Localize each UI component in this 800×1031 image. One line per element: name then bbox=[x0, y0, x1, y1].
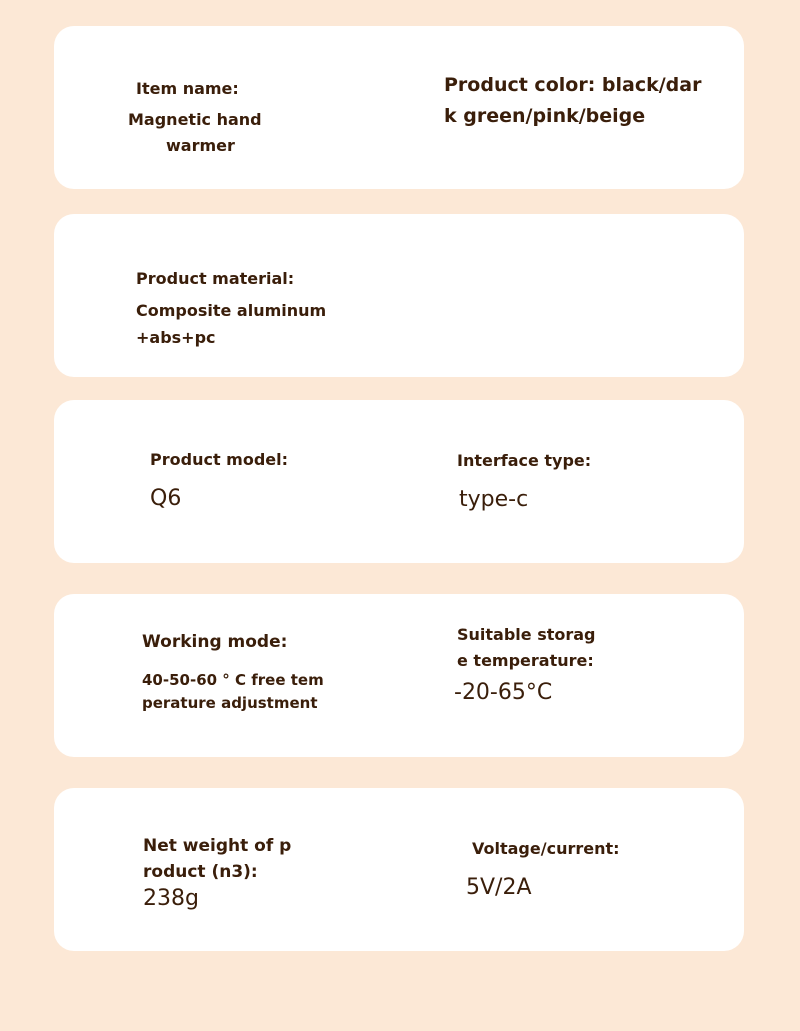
item-name-value-line1: Magnetic hand bbox=[128, 110, 262, 129]
storage-temperature-label-line1: Suitable storag bbox=[457, 625, 596, 644]
product-model-label: Product model: bbox=[150, 450, 289, 469]
working-mode-value-line2: perature adjustment bbox=[142, 694, 318, 712]
storage-temperature-label-line2: e temperature: bbox=[457, 651, 594, 670]
product-color-line2: k green/pink/beige bbox=[444, 105, 646, 127]
working-mode-value-line1: 40-50-60 ° C free tem bbox=[142, 671, 324, 689]
product-model-value: Q6 bbox=[150, 486, 182, 511]
voltage-current-value: 5V/2A bbox=[466, 875, 532, 900]
product-material-label: Product material: bbox=[136, 269, 295, 288]
storage-temperature-value: -20-65°C bbox=[454, 680, 553, 705]
spec-card-mode-storage bbox=[54, 594, 744, 757]
spec-card-name-color bbox=[54, 26, 744, 189]
spec-card-weight-voltage bbox=[54, 788, 744, 951]
product-material-value-line1: Composite aluminum bbox=[136, 301, 327, 320]
working-mode-label: Working mode: bbox=[142, 632, 288, 652]
spec-card-material bbox=[54, 214, 744, 377]
interface-type-value: type-c bbox=[459, 487, 529, 512]
product-color-line1: Product color: black/dar bbox=[444, 74, 702, 96]
product-material-value-line2: +abs+pc bbox=[136, 328, 216, 347]
spec-card-model-interface bbox=[54, 400, 744, 563]
net-weight-value: 238g bbox=[143, 886, 199, 911]
net-weight-label-line1: Net weight of p bbox=[143, 836, 292, 856]
item-name-label: Item name: bbox=[136, 79, 239, 98]
net-weight-label-line2: roduct (n3): bbox=[143, 862, 258, 882]
interface-type-label: Interface type: bbox=[457, 451, 592, 470]
item-name-value-line2: warmer bbox=[166, 136, 235, 155]
voltage-current-label: Voltage/current: bbox=[472, 839, 620, 858]
